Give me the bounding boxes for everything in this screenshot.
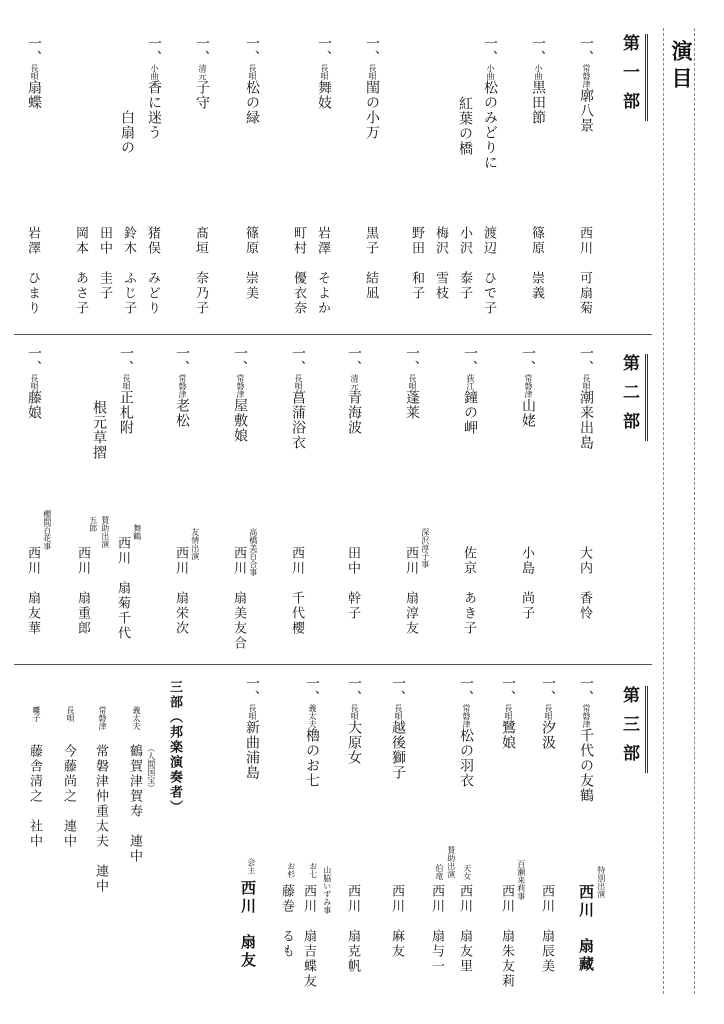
performer: 西川 可扇菊 [577, 226, 592, 316]
program-title: 一、清元子守 [194, 36, 210, 110]
program-title: 一、長唄扇蝶 [26, 36, 42, 110]
program-title: 一、義太夫櫓のお七 [304, 676, 320, 788]
hogaku-note: （人間国宝） [146, 744, 156, 792]
program-title: 一、長唄新曲浦島 [244, 676, 260, 780]
performer-note: 友情出演 [190, 528, 200, 560]
program-title: 一、長唄閨の小万 [364, 36, 380, 140]
performer-note: 百瀬来莉事 [516, 860, 526, 900]
performer: 西川 千代櫻 [289, 546, 304, 636]
performer-note: 高橋美百合事 [248, 528, 258, 576]
performer: 大内 香怜 [577, 546, 592, 621]
performer: 西川 扇与一 [429, 884, 444, 974]
performer: 小島 尚子 [519, 546, 534, 621]
performer: 渡辺 ひで子 [481, 226, 496, 316]
program-title: 一、長唄舞妓 [316, 36, 332, 110]
program-title: 一、長唄越後獅子 [390, 676, 406, 780]
program-title: 一、長唄鷺娘 [500, 676, 516, 750]
performer-note: 伯竜 [434, 864, 444, 880]
performer: 西川 扇辰美 [539, 884, 554, 974]
performer: 西川 扇重郎 [75, 546, 90, 636]
program-subtitle: 白扇の [119, 110, 135, 155]
performer: 鈴木 ふじ子 [121, 226, 136, 316]
performer: 佐京 あき子 [461, 546, 476, 636]
hogaku-name: 鶴賀津賀寿 連中 [127, 744, 142, 864]
hogaku-name: 今藤尚之 連中 [61, 744, 76, 849]
program-title: 一、長唄菖蒲浴衣 [290, 346, 306, 450]
title-column [663, 28, 695, 994]
performer: 西川 扇美友合 [231, 546, 246, 651]
hogaku-name: 藤舎清之 社中 [27, 744, 42, 849]
program-title: 一、長唄潮来出島 [578, 346, 594, 450]
performer: 西川 扇栄次 [173, 546, 188, 636]
performer: 岩澤 ひまり [25, 226, 40, 316]
performer: 西川 扇友里 [457, 884, 472, 974]
performer-note: 舞鶴 [132, 524, 142, 540]
program-subtitle: 紅葉の橋 [457, 96, 473, 156]
performer-note: 会主 [246, 858, 256, 874]
hogaku-name: 常磐津仲重太夫 連中 [93, 744, 108, 894]
performer: 西川 扇藏 [577, 884, 595, 974]
performer: 西川 扇淳友 [403, 546, 418, 636]
program-title: 一、常磐津屋敷娘 [232, 346, 248, 443]
divider-part2-part3 [14, 664, 652, 665]
program-title: 一、常磐津山姥 [520, 346, 536, 428]
performer: 黒子 結凪 [363, 226, 378, 301]
performer-note: 特別出演 [596, 866, 606, 898]
performer: 西川 扇吉蝶友 [301, 884, 316, 989]
performer-note: 櫻間百花事 [42, 510, 52, 550]
program-title: 一、常磐津千代の友鶴 [578, 676, 594, 803]
program-title: 一、長唄蓬莱 [404, 346, 420, 420]
hogaku-row: 常磐津 [98, 706, 107, 730]
hogaku-row: 義太夫 [132, 706, 141, 730]
divider-part1-part2 [14, 334, 652, 335]
program-title: 一、常磐津老松 [174, 346, 190, 428]
part2-heading: 第二部 [617, 354, 648, 441]
performer-note: 賛助出演 [446, 846, 456, 878]
performer: 西川 扇朱友莉 [499, 884, 514, 989]
program-title: 一、長唄大原女 [346, 676, 362, 765]
part3-heading: 第三部 [617, 686, 648, 773]
performer: 小沢 泰子 [457, 226, 472, 301]
program-title: 一、常磐津廓八景 [578, 36, 594, 133]
performer: 西川 麻友 [389, 884, 404, 959]
performer-note: 五郎 [88, 516, 98, 532]
program-title: 一、長唄正札附 [118, 346, 134, 435]
performer-note: 天女 [462, 864, 472, 880]
performer: 田中 幹子 [345, 546, 360, 621]
performer: 田中 圭子 [97, 226, 112, 301]
program-subtitle: 根元草摺 [91, 400, 107, 460]
performer: 藤巻 るも [279, 884, 294, 959]
part1-heading: 第一部 [617, 34, 648, 121]
performer-note: 賛助出演 [100, 516, 110, 548]
performer: 篠原 崇美 [243, 226, 258, 301]
performer: 猪俣 みどり [145, 226, 160, 316]
program-title: 一、小曲黒田節 [530, 36, 546, 125]
performer-note: 山脇いずみ事 [322, 866, 332, 914]
program-title: 一、荻江鐘の岬 [462, 346, 478, 435]
performer: 篠原 崇義 [529, 226, 544, 301]
performer: 西川 扇友華 [25, 546, 40, 636]
performer-note: お七 [308, 862, 318, 878]
performer: 岡本 あさ子 [73, 226, 88, 316]
performer: 野田 和子 [409, 226, 424, 301]
program-title: 一、清元青海波 [346, 346, 362, 435]
program-title: 一、長唄藤娘 [26, 346, 42, 420]
program-title: 一、常磐津松の羽衣 [458, 676, 474, 788]
performer: 西川 扇菊千代 [115, 536, 130, 641]
performer: 梅沢 雪枝 [433, 226, 448, 301]
performer: 町村 優衣奈 [291, 226, 306, 316]
performer: 髙垣 奈乃子 [193, 226, 208, 316]
program-title: 一、小曲松のみどりに [482, 36, 498, 170]
performer: 西川 扇友 [239, 880, 257, 970]
hogaku-heading: 三部（邦楽演奏者） [167, 680, 182, 815]
performer-note: 深沢淳子事 [420, 528, 430, 568]
program-title: 一、小曲香に迷う [146, 36, 162, 140]
hogaku-row: 長唄 [66, 706, 75, 722]
performer: 岩澤 そよか [315, 226, 330, 316]
page-title: 演目 [669, 40, 694, 94]
hogaku-row: 囃子 [32, 706, 41, 722]
performer: 西川 扇克帆 [345, 884, 360, 974]
program-title: 一、長唄汐汲 [540, 676, 556, 750]
program-title: 一、長唄松の緑 [244, 36, 260, 125]
performer-note: お杉 [286, 862, 296, 878]
